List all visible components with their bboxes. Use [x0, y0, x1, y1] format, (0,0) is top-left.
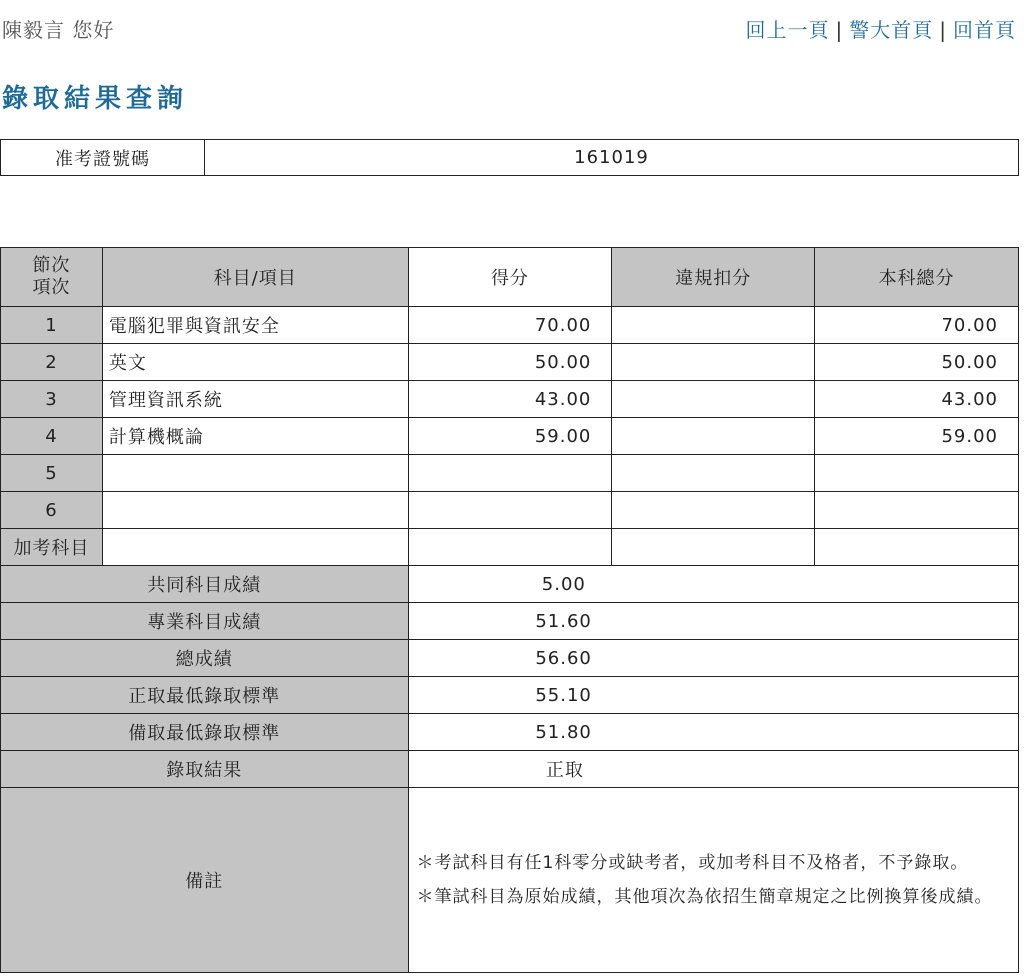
notes-row — [1, 788, 1019, 973]
table-row — [1, 492, 1019, 529]
header-penalty: 違規扣分 — [612, 248, 815, 307]
row-subject — [102, 529, 408, 566]
row-number: 2 — [1, 344, 103, 381]
summary-label: 正取最低錄取標準 — [1, 677, 409, 714]
summary-label: 錄取結果 — [1, 751, 409, 788]
note-item: ＊考試科目有任1科零分或缺考者，或加考科目不及格者，不予錄取。 — [416, 853, 969, 873]
row-penalty — [612, 381, 815, 418]
table-row — [1, 455, 1019, 492]
row-penalty — [612, 529, 815, 566]
summary-label: 備取最低錄取標準 — [1, 714, 409, 751]
summary-row — [1, 714, 1019, 751]
exam-number-label: 准考證號碼 — [1, 140, 205, 176]
police-university-home-link[interactable]: 警大首頁 — [849, 18, 934, 42]
table-header-row — [1, 248, 1019, 307]
score-table — [0, 247, 1019, 973]
row-total: 43.00 — [815, 381, 1019, 418]
table-row — [1, 307, 1019, 344]
row-score: 50.00 — [408, 344, 612, 381]
header-subject: 科目/項目 — [102, 248, 408, 307]
row-total — [815, 529, 1019, 566]
row-score: 59.00 — [408, 418, 612, 455]
top-nav — [746, 14, 1017, 43]
row-subject — [102, 492, 408, 529]
nav-separator: | — [835, 18, 844, 42]
row-score — [408, 492, 612, 529]
notes-content — [408, 788, 1018, 973]
row-total: 50.00 — [815, 344, 1019, 381]
summary-row — [1, 566, 1019, 603]
summary-row — [1, 751, 1019, 788]
note-item: ＊筆試科目為原始成績，其他項次為依招生簡章規定之比例換算後成績。 — [416, 887, 993, 907]
summary-label: 總成績 — [1, 640, 409, 677]
greeting: 陳毅言 您好 — [2, 18, 115, 42]
row-total: 59.00 — [815, 418, 1019, 455]
row-number: 3 — [1, 381, 103, 418]
row-total: 70.00 — [815, 307, 1019, 344]
row-penalty — [612, 344, 815, 381]
table-row — [1, 418, 1019, 455]
summary-row — [1, 603, 1019, 640]
summary-value: 56.60 — [408, 640, 612, 677]
row-score: 43.00 — [408, 381, 612, 418]
row-penalty — [612, 307, 815, 344]
row-number: 4 — [1, 418, 103, 455]
home-link[interactable]: 回首頁 — [953, 18, 1016, 42]
nav-separator: | — [939, 18, 947, 42]
table-row — [1, 529, 1019, 566]
row-score — [408, 529, 612, 566]
row-number: 6 — [1, 492, 103, 529]
row-subject: 管理資訊系統 — [102, 381, 408, 418]
header-section-label: 節次 項次 — [32, 255, 71, 298]
row-number: 1 — [1, 307, 103, 344]
table-row — [1, 344, 1019, 381]
summary-label: 專業科目成績 — [1, 603, 409, 640]
summary-label: 共同科目成績 — [1, 566, 409, 603]
table-row — [1, 381, 1019, 418]
header-score: 得分 — [408, 248, 612, 307]
header-section-no — [1, 248, 103, 307]
row-penalty — [612, 455, 815, 492]
summary-value: 55.10 — [408, 677, 612, 714]
back-link[interactable]: 回上一頁 — [745, 18, 830, 42]
summary-value: 51.60 — [408, 603, 612, 640]
row-score: 70.00 — [408, 307, 612, 344]
exam-number-value: 161019 — [205, 140, 1019, 176]
row-penalty — [612, 492, 815, 529]
row-score — [408, 455, 612, 492]
row-subject: 計算機概論 — [102, 418, 408, 455]
summary-row — [1, 677, 1019, 714]
summary-value: 5.00 — [408, 566, 612, 603]
row-penalty — [612, 418, 815, 455]
summary-row — [1, 640, 1019, 677]
summary-value: 51.80 — [408, 714, 612, 751]
row-total — [815, 455, 1019, 492]
row-subject — [102, 455, 408, 492]
header-total: 本科總分 — [815, 248, 1019, 307]
page-title: 錄取結果查詢 — [2, 84, 189, 114]
notes-label: 備註 — [1, 788, 409, 973]
row-number: 加考科目 — [1, 529, 103, 566]
row-total — [815, 492, 1019, 529]
exam-number-table — [0, 139, 1019, 176]
row-subject: 英文 — [102, 344, 408, 381]
row-number: 5 — [1, 455, 103, 492]
row-subject: 電腦犯罪與資訊安全 — [102, 307, 408, 344]
admission-result-value: 正取 — [408, 751, 612, 788]
